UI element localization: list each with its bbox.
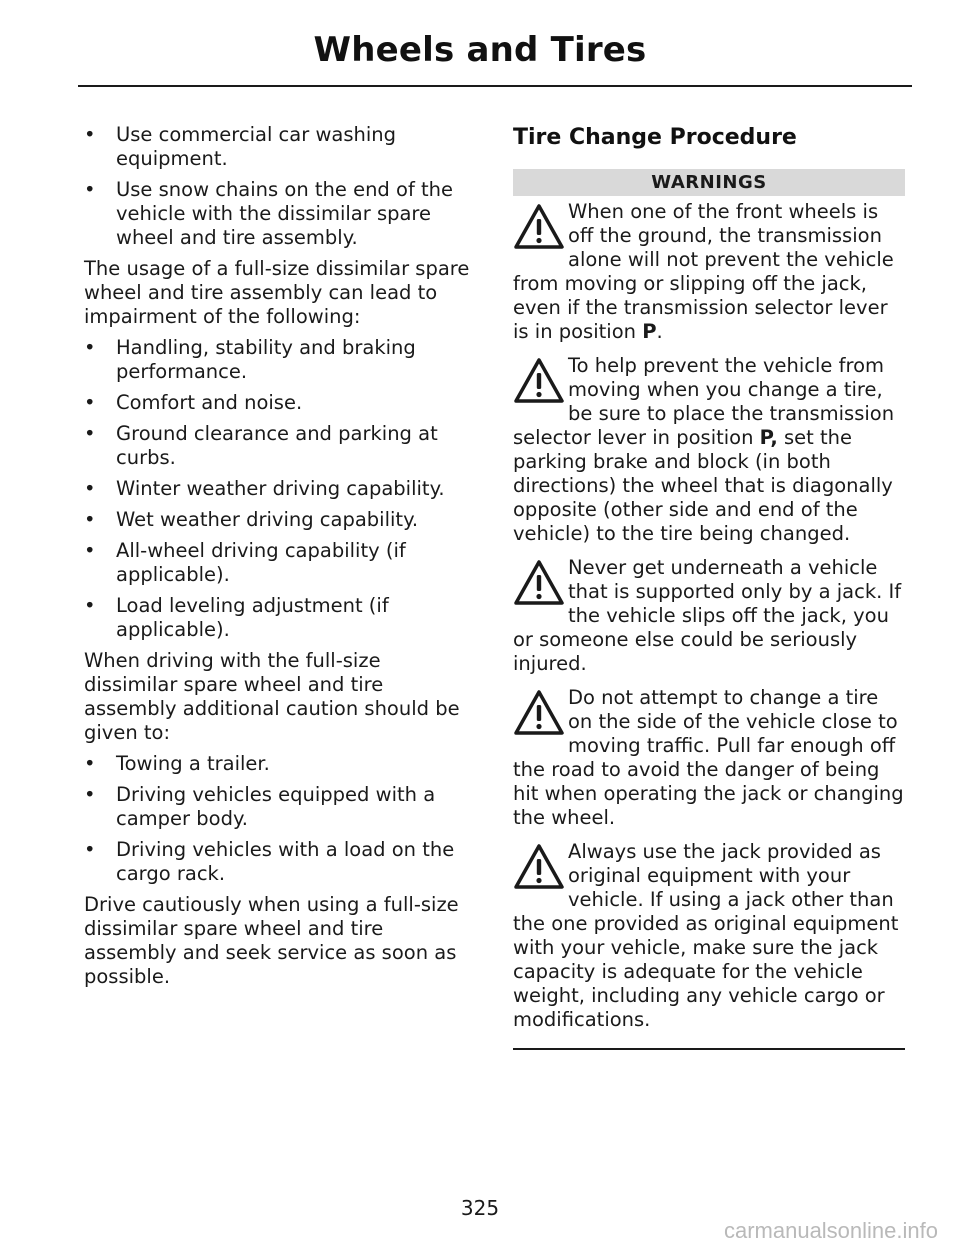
warning-block bbox=[513, 686, 905, 830]
list-item-text: Driving vehicles with a load on the cargo rack. bbox=[116, 838, 455, 885]
gear-position-p: P bbox=[642, 320, 657, 343]
warning-block bbox=[513, 200, 905, 344]
bullet: • bbox=[84, 594, 96, 617]
warning-triangle-icon bbox=[513, 688, 565, 736]
warning-triangle-icon bbox=[513, 558, 565, 606]
bullet: • bbox=[84, 508, 96, 531]
list-item bbox=[84, 539, 478, 587]
list-item-text: All-wheel driving capability (if applicable). bbox=[116, 539, 406, 586]
bullet: • bbox=[84, 391, 96, 414]
warning-triangle-icon bbox=[513, 356, 565, 404]
bullet: • bbox=[84, 336, 96, 359]
list-item-text: Ground clearance and parking at curbs. bbox=[116, 422, 438, 469]
impairment-list bbox=[84, 336, 478, 642]
warning-triangle-icon bbox=[513, 202, 565, 250]
warning-text: Do not attempt to change a tire on the side of the vehicle close to moving traffic. Pull far enough off the road to avoid the danger of being hit when operating the jack or changing the wheel. bbox=[513, 686, 904, 829]
list-item-text: Handling, stability and braking performance. bbox=[116, 336, 416, 383]
page-header-title: Wheels and Tires bbox=[313, 30, 647, 70]
warnings-heading: WARNINGS bbox=[513, 169, 905, 196]
list-item-text: Wet weather driving capability. bbox=[116, 508, 419, 531]
impairment-intro: The usage of a full-size dissimilar spare wheel and tire assembly can lead to impairment of the following: bbox=[84, 257, 470, 328]
drive-cautiously-paragraph: Drive cautiously when using a full-size dissimilar spare wheel and tire assembly and seek service as soon as possible. bbox=[84, 893, 459, 988]
list-item bbox=[84, 336, 478, 384]
list-item bbox=[84, 178, 478, 250]
list-item bbox=[84, 752, 478, 776]
list-item-text: Use commercial car washing equipment. bbox=[116, 123, 397, 170]
list-item-text: Comfort and noise. bbox=[116, 391, 303, 414]
list-item bbox=[84, 477, 478, 501]
bullet: • bbox=[84, 838, 96, 861]
caution-list bbox=[84, 752, 478, 886]
list-item-text: Use snow chains on the end of the vehicle with the dissimilar spare wheel and tire assembly. bbox=[116, 178, 454, 249]
list-item bbox=[84, 422, 478, 470]
header-rule bbox=[78, 85, 912, 87]
warning-text: Never get underneath a vehicle that is supported only by a jack. If the vehicle slips off the jack, you or someone else could be seriously injured. bbox=[513, 556, 902, 675]
warning-text: To help prevent the vehicle from moving when you change a tire, be sure to place the transmission selector lever in position bbox=[513, 354, 895, 449]
list-item bbox=[84, 783, 478, 831]
warning-text: Always use the jack provided as original equipment with your vehicle. If using a jack other than the one provided as original equipment with your vehicle, make sure the jack capacity is adequate for the vehicle weight, including any vehicle cargo or modifications. bbox=[513, 840, 899, 1031]
caution-intro: When driving with the full-size dissimilar spare wheel and tire assembly additional caution should be given to: bbox=[84, 649, 460, 744]
bullet: • bbox=[84, 422, 96, 445]
bullet: • bbox=[84, 752, 96, 775]
bullet: • bbox=[84, 123, 96, 146]
list-item-text: Winter weather driving capability. bbox=[116, 477, 445, 500]
bullet: • bbox=[84, 539, 96, 562]
list-item-text: Towing a trailer. bbox=[116, 752, 270, 775]
left-column bbox=[84, 123, 478, 996]
warning-text: When one of the front wheels is off the ground, the transmission alone will not prevent the vehicle from moving or slipping off the jack, even if the transmission selector lever is in position bbox=[513, 200, 894, 343]
list-item-text: Load leveling adjustment (if applicable). bbox=[116, 594, 389, 641]
warning-triangle-icon bbox=[513, 842, 565, 890]
watermark[interactable]: carmanualsonline.info bbox=[723, 1218, 938, 1243]
washing-chains-list bbox=[84, 123, 478, 250]
bullet: • bbox=[84, 783, 96, 806]
list-item bbox=[84, 838, 478, 886]
bullet: • bbox=[84, 477, 96, 500]
list-item bbox=[84, 594, 478, 642]
list-item-text: Driving vehicles equipped with a camper body. bbox=[116, 783, 436, 830]
warning-block bbox=[513, 556, 905, 676]
section-title: Tire Change Procedure bbox=[513, 125, 797, 150]
list-item bbox=[84, 391, 478, 415]
warning-block bbox=[513, 840, 905, 1032]
right-column bbox=[513, 123, 905, 1050]
list-item bbox=[84, 508, 478, 532]
warning-text-end: set the parking brake and block (in both directions) the wheel that is diagonally opposite (other side and end of the vehicle) to the tire being changed. bbox=[513, 426, 893, 545]
warnings-end-rule bbox=[513, 1048, 905, 1050]
list-item bbox=[84, 123, 478, 171]
gear-position-p: P, bbox=[759, 426, 778, 449]
warning-text-end: . bbox=[656, 320, 663, 343]
bullet: • bbox=[84, 178, 96, 201]
page-number: 325 bbox=[460, 1196, 500, 1220]
warning-block bbox=[513, 354, 905, 546]
